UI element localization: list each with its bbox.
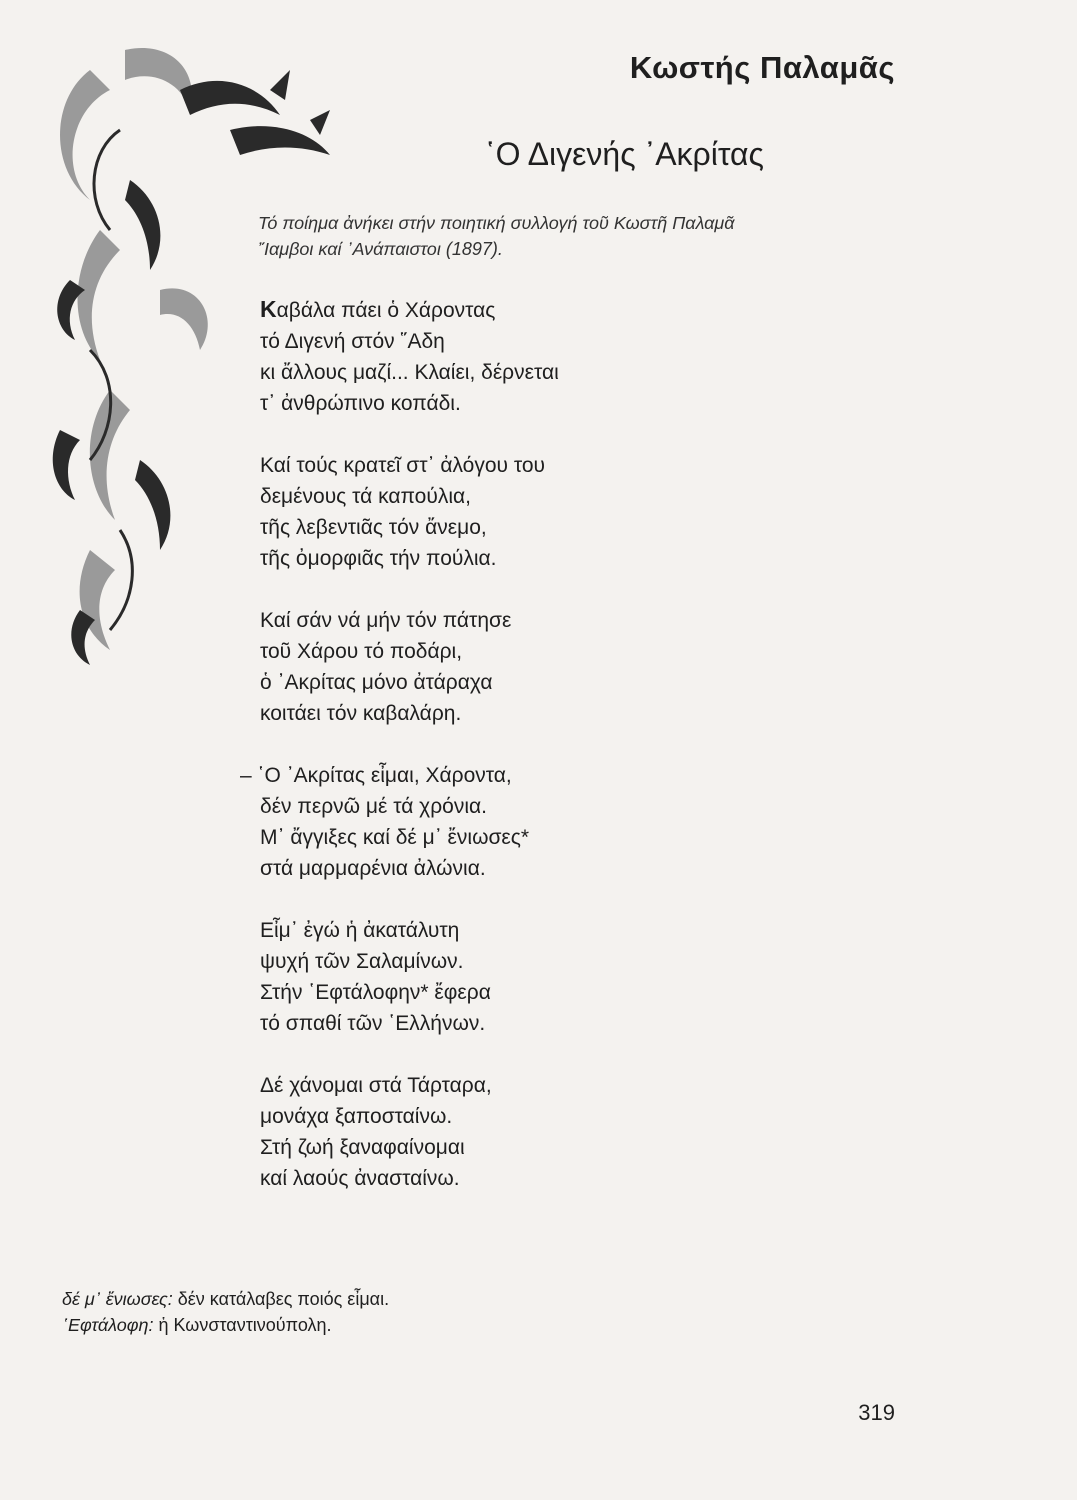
- stanza: [260, 1070, 780, 1194]
- poem-line: ψυχή τῶν Σαλαμίνων.: [260, 950, 464, 973]
- poem-title: ῾Ο Διγενής ᾽Ακρίτας: [485, 136, 764, 172]
- footnote-term: ῾Εφτάλοφη:: [62, 1315, 154, 1335]
- poem-line: κι ἄλλους μαζί... Κλαίει, δέρνεται: [260, 361, 559, 384]
- footnote: [62, 1312, 762, 1338]
- poem-body: [240, 294, 780, 1225]
- poem-line: μονάχα ξαποσταίνω.: [260, 1105, 453, 1128]
- poem-line: Καί τούς κρατεῖ στ᾽ ἀλόγου του: [260, 454, 545, 477]
- poem-line: Δέ χάνομαι στά Τάρταρα,: [260, 1074, 492, 1097]
- poem-line: Μ᾽ ἄγγιξες καί δέ μ᾽ ἔνιωσες*: [260, 826, 530, 849]
- footnote-definition: ἡ Κωνσταντινούπολη.: [158, 1315, 332, 1335]
- poem-line: τ᾽ ἀνθρώπινο κοπάδι.: [260, 392, 461, 415]
- poem-line: τοῦ Χάρου τό ποδάρι,: [260, 640, 463, 663]
- poem-line: Εἶμ᾽ ἐγώ ἡ ἀκατάλυτη: [260, 919, 460, 942]
- poem-line: δεμένους τά καπούλια,: [260, 485, 471, 508]
- footnote-definition: δέν κατάλαβες ποιός εἶμαι.: [177, 1289, 390, 1309]
- poem-line: Στήν ῾Εφτάλοφην* ἔφερα: [260, 981, 491, 1004]
- poem-line: [260, 294, 780, 326]
- poem-line: δέν περνῶ μέ τά χρόνια.: [260, 795, 487, 818]
- stanza: [240, 760, 780, 884]
- footnote: [62, 1286, 762, 1312]
- intro-text: Τό ποίημα ἀνήκει στήν ποιητική συλλογή τοῦ Κωστῆ Παλαμᾶ: [258, 213, 735, 233]
- poem-line: τό Διγενή στόν ῞Αδη: [260, 330, 445, 353]
- poem-line: τῆς ὀμορφιᾶς τήν πούλια.: [260, 547, 497, 570]
- poem-line: τῆς λεβεντιᾶς τόν ἄνεμο,: [260, 516, 487, 539]
- page-number: 319: [858, 1400, 895, 1425]
- poem-line: Στή ζωή ξαναφαίνομαι: [260, 1136, 465, 1159]
- poem-line: καί λαούς ἀνασταίνω.: [260, 1167, 460, 1190]
- poem-line-text: αβάλα πάει ὁ Χάροντας: [276, 299, 496, 322]
- poem-line: στά μαρμαρένια ἀλώνια.: [260, 857, 486, 880]
- intro-collection: ῎Ιαμβοι καί ᾽Ανάπαιστοι: [258, 239, 441, 259]
- poem-line: ὁ ᾽Ακρίτας μόνο ἀτάραχα: [260, 671, 493, 694]
- drop-cap: Κ: [260, 296, 277, 322]
- footnote-term: δέ μ᾽ ἔνιωσες:: [62, 1289, 173, 1309]
- poem-line: τό σπαθί τῶν ῾Ελλήνων.: [260, 1012, 486, 1035]
- stanza: [260, 605, 780, 729]
- poem-line: – ῾Ο ᾽Ακρίτας εἶμαι, Χάροντα,: [240, 764, 512, 787]
- poem-line: Καί σάν νά μήν τόν πάτησε: [260, 609, 512, 632]
- author-name: Κωστής Παλαμᾶς: [629, 50, 895, 85]
- stanza: [260, 450, 780, 574]
- stanza: [260, 294, 780, 419]
- intro-note: [258, 210, 918, 262]
- poem-line: κοιτάει τόν καβαλάρη.: [260, 702, 462, 725]
- footnotes: [62, 1286, 762, 1338]
- intro-year: (1897).: [445, 239, 503, 259]
- stanza: [260, 915, 780, 1039]
